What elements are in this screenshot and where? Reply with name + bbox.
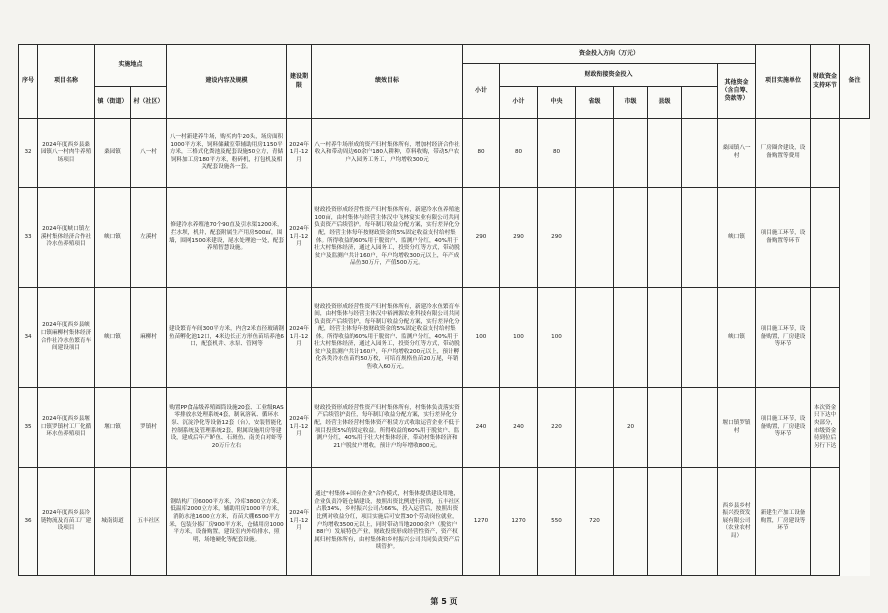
- cell-total: 100: [463, 288, 500, 388]
- cell-other: [682, 119, 718, 188]
- header-unit: 项目实施单位: [756, 45, 811, 119]
- cell-village: 麻柳村: [131, 288, 167, 388]
- header-period: 建设期限: [287, 45, 312, 119]
- cell-city: [614, 468, 648, 576]
- cell-city: [614, 288, 648, 388]
- cell-county: [648, 119, 682, 188]
- cell-content: 修建冷水养殖池70个90直及引水渠1200米，拦水坝，机井，配套附属生产用房500㎡，围墙，围网1500米建设，尾水处理池一处，配套养殖智慧设施。: [167, 188, 287, 288]
- cell-village: 五丰社区: [131, 468, 167, 576]
- cell-county: [648, 468, 682, 576]
- cell-village: 八一村: [131, 119, 167, 188]
- table-row: [19, 468, 870, 576]
- cell-central: 80: [538, 119, 576, 188]
- cell-unit: 西乡县乡村振兴投资发展有限公司（农业农村局）: [718, 468, 756, 576]
- header-remark: 备注: [840, 45, 870, 119]
- cell-content: 八一村新建养牛场，购买肉牛20头，场房面积1000平方米，饲料储藏室带辅助用房1150平方米，三格式化粪池及配套设施50立方，青储饲料加工房180平方米，粉碎机，打包机及相关配套设施各一套。: [167, 119, 287, 188]
- cell-seq: 34: [19, 288, 38, 388]
- cell-remark: [811, 119, 840, 188]
- cell-period: 2024年1月-12月: [287, 468, 312, 576]
- cell-total: 1270: [463, 468, 500, 576]
- cell-support: 项目施工环节，设备购置，厂房建设等环节: [756, 288, 811, 388]
- cell-central: 220: [538, 388, 576, 468]
- header-fiscal: 财政衔接资金投入: [500, 64, 718, 87]
- cell-remark: [811, 188, 840, 288]
- header-other: 其他资金（含自筹、贷款等）: [718, 64, 756, 119]
- cell-total: 80: [463, 119, 500, 188]
- cell-town: 堰口镇: [95, 388, 131, 468]
- cell-city: [614, 188, 648, 288]
- cell-town: 桑园镇: [95, 119, 131, 188]
- header-town: 镇（街道）: [95, 87, 131, 119]
- cell-remark: [811, 468, 840, 576]
- cell-seq: 36: [19, 468, 38, 576]
- cell-central: 290: [538, 188, 576, 288]
- header-county: 县级: [648, 87, 682, 119]
- cell-provincial: [576, 119, 614, 188]
- header-support: 财政资金支持环节: [811, 45, 840, 119]
- header-seq: 序号: [19, 45, 38, 119]
- cell-seq: 35: [19, 388, 38, 468]
- cell-total: 290: [463, 188, 500, 288]
- cell-fiscal-subtotal: 80: [500, 119, 538, 188]
- cell-goal: 财政投资形成经营性资产归村集体所有，新建冷水鱼养殖池100亩，由村集体与经营主体汉中飞林宴实业有限公司共同负责资产后续管护。每年制订收益分配方案，实行差异化分配，经营主体每年按财政资金的5%固定收益支付给村集体。所得收益的60%用于脱贫户、监测户分红，40%用于壮大村集体经济，通过入园务工，投资分红等方式，带动脱贫户及监测户共计160户，年户均增收300元以上，年产成品鱼30万斤，产值500万元。: [312, 188, 463, 288]
- cell-central: 100: [538, 288, 576, 388]
- header-location: 实施地点: [95, 45, 167, 87]
- table-row: [19, 288, 870, 388]
- cell-support: 项目施工环节，设备购置，厂房建设等环节: [756, 388, 811, 468]
- cell-provincial: [576, 188, 614, 288]
- cell-fiscal-subtotal: 1270: [500, 468, 538, 576]
- cell-unit: 峡口镇: [718, 288, 756, 388]
- cell-unit: 堰口镇罗镇村: [718, 388, 756, 468]
- header-village: 村（社区）: [131, 87, 167, 119]
- header-fund-direction: 资金投入方向（万元）: [463, 45, 756, 64]
- table-row: [19, 388, 870, 468]
- header-provincial: 省级: [576, 87, 614, 119]
- cell-other: [682, 388, 718, 468]
- cell-central: 550: [538, 468, 576, 576]
- cell-project-name: 2024年度西乡县堰口镇罗镇村工厂化循环水鱼养殖项目: [38, 388, 95, 468]
- cell-provincial: 720: [576, 468, 614, 576]
- cell-provincial: [576, 288, 614, 388]
- header-row-1: [19, 45, 870, 64]
- cell-period: 2024年1月-12月: [287, 388, 312, 468]
- cell-project-name: 2024年度西乡县桑园镇八一村肉牛养殖场项目: [38, 119, 95, 188]
- cell-content: 购置PP食品级养殖圆筒设施20套、工业级RAS零排放水处理系统4套，制氧溶氧、循环水泵、沉淀净化等设备12套（台），安装智能化控制系统及管理系统2套，附属设施用房等建设，建成后年产鲈鱼、石斑鱼、南美白对虾等20万斤左右: [167, 388, 287, 468]
- cell-other: [682, 468, 718, 576]
- cell-remark: 本次资金只下达中央部分，市级资金待到位后另行下达: [811, 388, 840, 468]
- cell-county: [648, 188, 682, 288]
- cell-provincial: [576, 388, 614, 468]
- cell-village: 左溪村: [131, 188, 167, 288]
- cell-fiscal-subtotal: 100: [500, 288, 538, 388]
- cell-content: 钢结构厂房6000平方米，冷库3800立方米，低温库2000立方米，辅助用房1000平方米，消防水池1600立方米，育苗大棚6500平方米，包装分拣厂房900平方米，仓储用房1000平方米，设备购置，建设室内外给排水，照明，场地硬化等配套设施。: [167, 468, 287, 576]
- cell-town: 峡口镇: [95, 188, 131, 288]
- header-project-name: 项目名称: [38, 45, 95, 119]
- cell-town: 峡口镇: [95, 288, 131, 388]
- cell-goal: 财政投资形成经营性资产归村集体所有，村集体负责落实资产后续管护责任，每年制订收益分配方案，实行差异化分配，经营主体经营村集体资产租赁方式收取运营企业不低于项目投资5%的固定收益。所得收益的60%用于脱贫户、监测户分红，40%用于壮大村集体经济，带动村集体经济和21户脱贫户增收，预计户均年增收800元。: [312, 388, 463, 468]
- cell-period: 2024年1月-12月: [287, 188, 312, 288]
- header-subtotal: 小计: [463, 64, 500, 119]
- cell-seq: 33: [19, 188, 38, 288]
- header-central: 中央: [538, 87, 576, 119]
- cell-support: 项目施工环节，设备购置等环节: [756, 188, 811, 288]
- cell-support: 厂房圈舍建设，设备购置等费用: [756, 119, 811, 188]
- cell-town: 城南街道: [95, 468, 131, 576]
- table-row: [19, 188, 870, 288]
- cell-county: [648, 388, 682, 468]
- header-city: 市级: [614, 87, 648, 119]
- cell-period: 2024年1月-12月: [287, 119, 312, 188]
- cell-period: 2024年1月-12月: [287, 288, 312, 388]
- cell-other: [682, 188, 718, 288]
- cell-project-name: 2024年度西乡县峡口镇麻柳村集体经济合作社冷水鱼繁育车间建设项目: [38, 288, 95, 388]
- page-number: 第 5 页: [430, 597, 458, 606]
- cell-fiscal-subtotal: 290: [500, 188, 538, 288]
- table-row: [19, 119, 870, 188]
- cell-goal: 通过"村集体+国有企业"合作模式，村集体提供建设用地，企业负责冷链仓储建设，按照出资比例进行折股，五丰社区占股34%，乡村振兴公司占66%，投入运营后，按照出资比例对收益分红，项目实施后可安置30个劳动岗位就业，户均增收3500元以上，同时带动当地2000余户（脱贫户88户）发展特色产业，财政投资形成经营性资产，资产权属归村集体所有，由村集体和乡村振兴公司共同负责资产后续管护。: [312, 468, 463, 576]
- cell-total: 240: [463, 388, 500, 468]
- cell-project-name: 2024年度西乡县冷链物流及育苗工厂建设项目: [38, 468, 95, 576]
- cell-goal: 财政投资形成经营性资产归村集体所有，新建冷水鱼繁育车间，由村集体与经营主体汉中裕洲源农业科技有限公司共同负责资产后续管护，每年制订收益分配方案，实行差异化分配，经营主体每年按财政资金的5%固定收益支付给村集体。所得收益的60%用于脱贫户、监测户分红，40%用于壮大村集体经济，通过入园务工，投资分红等方式，带动脱贫户及监测户共计160户，年户均增收200元以上，预计孵化各类冷水鱼苗约50万枚，可培育规格鱼苗20万尾，年销售收入60万元。: [312, 288, 463, 388]
- header-content: 建设内容及规模: [167, 45, 287, 119]
- cell-unit: 峡口镇: [718, 188, 756, 288]
- cell-other: [682, 288, 718, 388]
- project-table: [18, 44, 870, 576]
- cell-county: [648, 288, 682, 388]
- cell-seq: 32: [19, 119, 38, 188]
- cell-fiscal-subtotal: 240: [500, 388, 538, 468]
- header-fiscal-subtotal: 小计: [500, 87, 538, 119]
- cell-city: 20: [614, 388, 648, 468]
- header-goal: 绩效目标: [312, 45, 463, 119]
- cell-unit: 桑园镇八一村: [718, 119, 756, 188]
- cell-support: 新建生产加工设备购置，厂房建设等环节: [756, 468, 811, 576]
- cell-city: [614, 119, 648, 188]
- cell-goal: 八一村养牛场形成的资产归村集体所有，增加村经济合作社收入和带动周边60余户180人耕种，草料收购，带动5户农户入园务工务工，户均增收300元: [312, 119, 463, 188]
- cell-remark: [811, 288, 840, 388]
- cell-project-name: 2024年度峡口镇左溪村集体经济合作社冷水鱼养殖项目: [38, 188, 95, 288]
- cell-content: 建设繁育车间300平方米，内含2米直径玻璃钢鱼苗孵化池12口，4米边长正方形鱼苗培养池6口，配套机井、水泵、管网等: [167, 288, 287, 388]
- cell-village: 罗镇村: [131, 388, 167, 468]
